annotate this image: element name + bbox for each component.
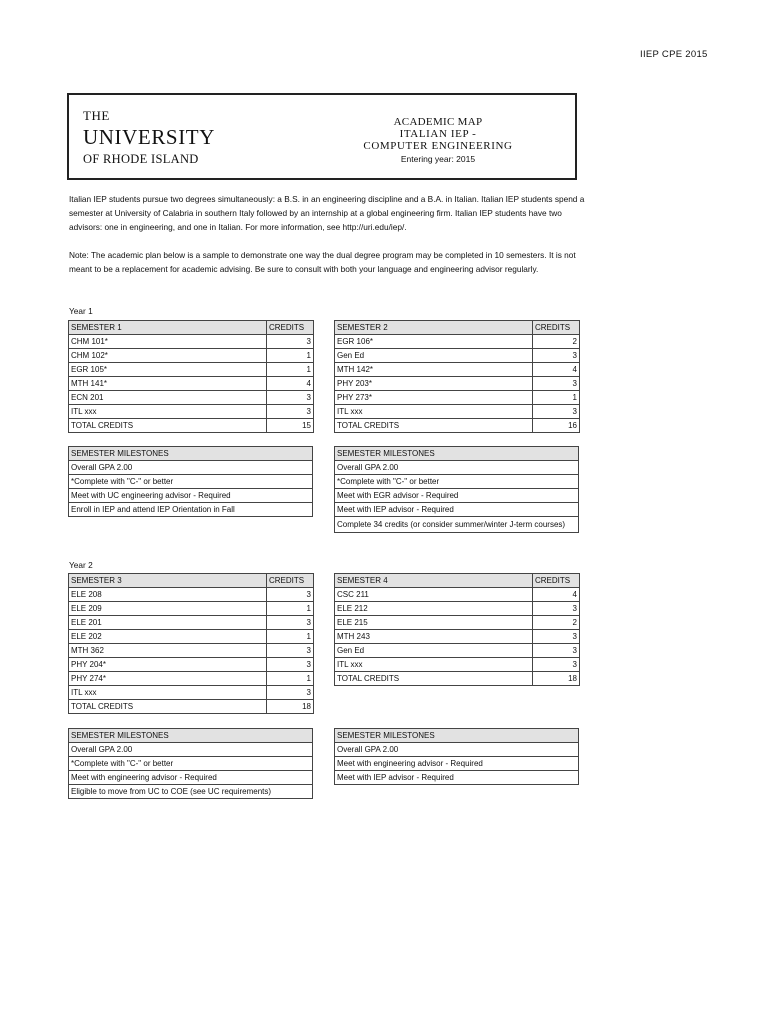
logo-the: THE — [83, 108, 110, 123]
milestones-title: SEMESTER MILESTONES — [335, 729, 579, 743]
semester-4-table — [334, 573, 580, 686]
table-row: EGR 105* 1 — [69, 363, 314, 377]
table-row: ITL xxx 3 — [335, 658, 580, 672]
table-row: ITL xxx 3 — [69, 686, 314, 700]
table-row: ELE 208 3 — [69, 588, 314, 602]
milestone-row: Complete 34 credits (or consider summer/winter J-term courses) — [335, 517, 579, 533]
semester-4-milestones — [334, 728, 579, 785]
total-row: TOTAL CREDITS 18 — [69, 700, 314, 714]
credits-header: CREDITS — [533, 574, 580, 588]
semester-title: SEMESTER 1 — [69, 321, 267, 335]
semester-title: SEMESTER 4 — [335, 574, 533, 588]
credits-header: CREDITS — [267, 574, 314, 588]
milestone-row: Meet with engineering advisor - Required — [335, 757, 579, 771]
milestone-row: Meet with UC engineering advisor - Required — [69, 489, 313, 503]
map-subtitle-2: COMPUTER ENGINEERING — [363, 140, 513, 152]
total-row: TOTAL CREDITS 16 — [335, 419, 580, 433]
milestone-row: Meet with IEP advisor - Required — [335, 771, 579, 785]
semester-3-table — [68, 573, 314, 714]
semester-1-table — [68, 320, 314, 433]
milestone-row: Meet with IEP advisor - Required — [335, 503, 579, 517]
table-row: MTH 142* 4 — [335, 363, 580, 377]
year-2-label: Year 2 — [69, 560, 93, 570]
milestone-row: *Complete with "C-" or better — [335, 475, 579, 489]
milestone-row: Meet with engineering advisor - Required — [69, 771, 313, 785]
table-row: CSC 211 4 — [335, 588, 580, 602]
milestone-row: Overall GPA 2.00 — [69, 461, 313, 475]
table-row: ITL xxx 3 — [335, 405, 580, 419]
table-row: MTH 362 3 — [69, 644, 314, 658]
semester-3-milestones — [68, 728, 313, 799]
document-tagline: IIEP CPE 2015 — [640, 49, 708, 60]
semester-2-table — [334, 320, 580, 433]
table-row: ELE 202 1 — [69, 630, 314, 644]
note-paragraph: Note: The academic plan below is a sample to demonstrate one way the dual degree program may be completed in 10 semesters. It is not meant to be a replacement for academic advising. Be sure to consult with both your language and engineering advisor regularly. — [69, 250, 576, 275]
table-row: Gen Ed 3 — [335, 349, 580, 363]
milestone-row: Overall GPA 2.00 — [335, 743, 579, 757]
table-row: MTH 243 3 — [335, 630, 580, 644]
table-row: MTH 141* 4 — [69, 377, 314, 391]
table-row: ELE 209 1 — [69, 602, 314, 616]
map-title-block — [359, 116, 517, 164]
table-row: ELE 201 3 — [69, 616, 314, 630]
header-box — [67, 93, 577, 180]
university-logo — [83, 108, 215, 167]
intro-paragraph: Italian IEP students pursue two degrees simultaneously: a B.S. in an engineering discipline and a B.A. in Italian. Italian IEP students spend a semester at University of Calabria in southern Italy followed by an internship at a global engineering firm. Italian IEP students have two advisors: one in engineering, and one in Italian. For more information, see http://uri.edu/iep/. — [69, 194, 585, 233]
table-row: ELE 212 3 — [335, 602, 580, 616]
credits-header: CREDITS — [267, 321, 314, 335]
logo-rhode-island: OF RHODE ISLAND — [83, 152, 199, 166]
table-row: ELE 215 2 — [335, 616, 580, 630]
table-row: PHY 274* 1 — [69, 672, 314, 686]
table-row: EGR 106* 2 — [335, 335, 580, 349]
map-subtitle-1: ITALIAN IEP - — [399, 128, 477, 140]
table-row: Gen Ed 3 — [335, 644, 580, 658]
milestones-title: SEMESTER MILESTONES — [69, 729, 313, 743]
map-title: ACADEMIC MAP — [393, 116, 483, 128]
logo-university: UNIVERSITY — [83, 125, 215, 149]
table-row: PHY 273* 1 — [335, 391, 580, 405]
table-row: PHY 203* 3 — [335, 377, 580, 391]
year-1-label: Year 1 — [69, 306, 93, 316]
table-row: PHY 204* 3 — [69, 658, 314, 672]
credits-header: CREDITS — [533, 321, 580, 335]
table-row: CHM 102* 1 — [69, 349, 314, 363]
milestone-row: Enroll in IEP and attend IEP Orientation in Fall — [69, 503, 313, 517]
entering-year: Entering year: 2015 — [400, 154, 476, 164]
milestone-row: *Complete with "C-" or better — [69, 757, 313, 771]
table-row: ECN 201 3 — [69, 391, 314, 405]
milestone-row: *Complete with "C-" or better — [69, 475, 313, 489]
table-row: CHM 101* 3 — [69, 335, 314, 349]
semester-title: SEMESTER 3 — [69, 574, 267, 588]
milestone-row: Overall GPA 2.00 — [69, 743, 313, 757]
semester-title: SEMESTER 2 — [335, 321, 533, 335]
total-row: TOTAL CREDITS 18 — [335, 672, 580, 686]
milestones-title: SEMESTER MILESTONES — [69, 447, 313, 461]
milestones-title: SEMESTER MILESTONES — [335, 447, 579, 461]
milestone-row: Meet with EGR advisor - Required — [335, 489, 579, 503]
milestone-row: Overall GPA 2.00 — [335, 461, 579, 475]
table-row: ITL xxx 3 — [69, 405, 314, 419]
total-row: TOTAL CREDITS 15 — [69, 419, 314, 433]
milestone-row: Eligible to move from UC to COE (see UC requirements) — [69, 785, 313, 799]
semester-2-milestones — [334, 446, 579, 533]
semester-1-milestones — [68, 446, 313, 517]
